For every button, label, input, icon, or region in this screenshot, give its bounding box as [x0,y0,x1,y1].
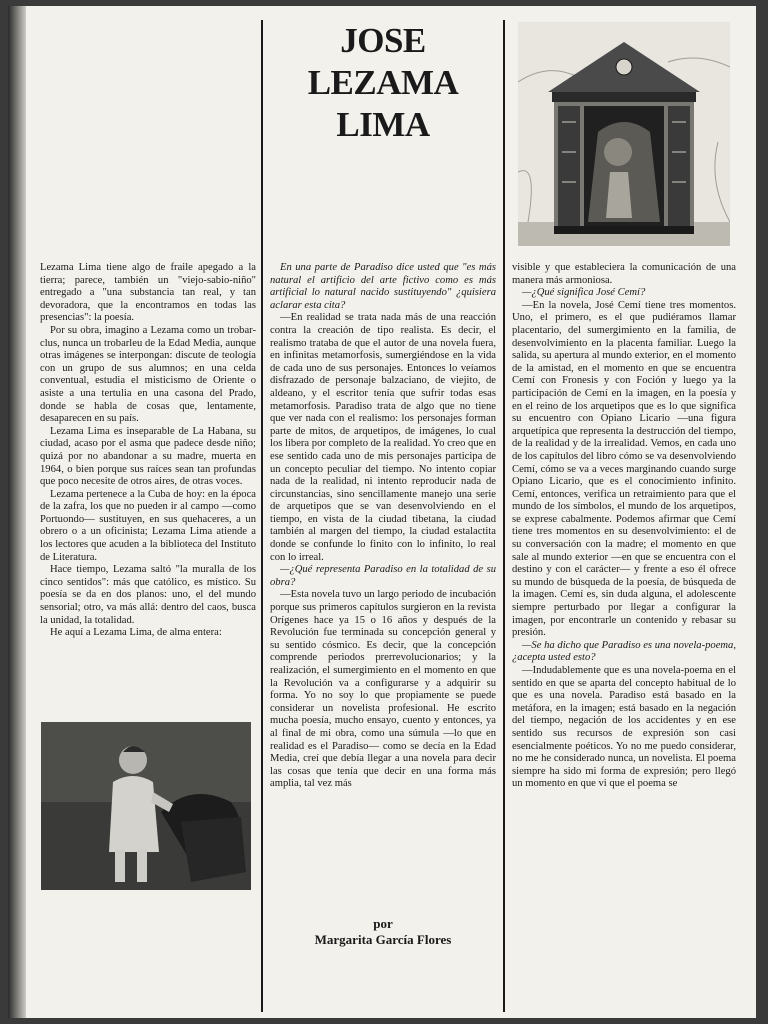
paragraph: visible y que estableciera la comunicación de una manera más armoniosa. [512,262,736,286]
paragraph: Lezama Lima es inseparable de La Habana, su ciudad, acaso por el asma que padece desde niño; quizá por no abandonar a su madre, muerta en 1964, o bien porque sus raíces sean tan profundas que poco necesite de otros aires, de otras voces. [40,425,256,488]
article-title [270,20,496,146]
paragraph: —Indudablemente que es una novela-poema en el sentido en que se aparta del concepto habitual de lo que es una novela. Paradiso está basado en la metáfora, en la imagen; está basado en la negación del tiempo, negación de los accidentes y en ese sentido sus recursos de expresión son casi esencialmente poéticos. Yo no me puedo considerar, no me he considerado nunca, un novelista. El poema siempre ha sido mi forma de expresión; pero llegó un momento en que vi que el poema se [512,665,736,790]
title-line: LIMA [336,105,430,144]
column-three [512,262,736,791]
question: —¿Qué representa Paradiso en la totalidad de su obra? [270,564,496,588]
question: En una parte de Paradiso dice usted que "es más natural el artificio del arte fictivo como es más artificial lo natural nacido sustituyendo" ¿quisiera aclarar esta cita? [270,262,496,311]
column-one [40,262,256,640]
title-line: LEZAMA [307,63,459,102]
byline [270,916,496,948]
question: —¿Qué significa José Cemí? [522,287,646,299]
author-name: Margarita García Flores [314,932,452,947]
child-on-rocking-horse-photo-icon [41,722,251,890]
garden-pavilion-engraving-icon [518,22,730,246]
title-line: JOSE [340,21,426,60]
column-rule-left [261,20,263,1012]
question: —Se ha dicho que Paradiso es una novela-poema, ¿acepta usted esto? [512,639,736,664]
paragraph: —En realidad se trata nada más de una reacción contra la creación de tipo realista. Es decir, el realismo trataba de que el autor de una novela fuera, en infinitas metamorfosis, sumergiéndose en la vida de cada uno de sus personajes. Entonces lo veíamos disfrazado de personaje balzaciano, de viejito, de aldeano, y el escritor tenía que sufrir todas esas metamorfosis. Paradiso trata de algo que no tiene que ver nada con el realismo: los personajes forman parte de mitos, de arquetipos, de imágenes, lo cual los libera por completo de la realidad. Yo creo que en ese sentido cada uno de mis personajes participa de un concepto peculiar del tiempo. No intento copiar nada de la realidad, ni intento reproducir nada de circunstancias, sino sencillamente manejo una serie de arquetipos que se van desenvolviendo en el tiempo, en vista de la ciudad tibetana, la ciudad también al margen del tiempo, la ciudad estalactita donde se confunde lo finito con lo infinito, lo real con lo irreal. [270,312,496,563]
paragraph: —Esta novela tuvo un largo periodo de incubación porque sus primeros capítulos surgieron en la revista Orígenes hace ya 15 o 16 años y después de la Revolución fue terminada su concepción general y su sentido cósmico. Es decir, que la concepción comprende periodos prerrevolucionarios; y la realización, el sumergimiento en el momento en que la Revolución va a configurarse y a adquirir su forma. Yo no soy lo que propiamente se puede considerar un novelista profesional. He escrito mucha poesía, mucho ensayo, cuento y entonces, ya al final de mi obra, como una súmula —lo que en realidad es el Paradiso— como se decía en la Edad Media, creí que debía llegar a una novela para decir las cosas que tenía que decir en una forma más amplia, tal vez más [270,589,496,790]
paragraph: Hace tiempo, Lezama saltó "la muralla de los cinco sentidos": más que católico, es místico. Su poesía se da en dos planos: uno, el del mundo sensorial; otro, va más allá: dentro del caos, busca la unidad, la totalidad. [40,564,256,626]
column-two [270,262,496,791]
page-binding-shadow [8,6,26,1018]
column-rule-right [503,20,505,1012]
paragraph: Lezama Lima tiene algo de fraile apegado a la tierra; parece, también un "viejo-sabio-niño" entregado a "una substancia tan real, y tan devoradora, que la encontramos en todas las presencias": la poesía. [40,262,256,324]
paragraph: —En la novela, José Cemí tiene tres momentos. Uno, el primero, es el que pudiéramos llamar placentario, del sumergimiento en la familia, de desenvolvimiento en la placenta familiar. Luego la salida, su apertura al mundo exterior, en el momento de la amistad, en el momento en que se encuentra Cemí con Fronesis y con Foción y luego ya la participación de Cemí en la imagen, en la poesía y en el reino de los arquetipos que es lo que significa su encuentro con Opiano Licario —una figura arquetípica que representa la destrucción del tiempo, de la realidad y de la irrealidad. Vemos, en cada uno de los capítulos del libro cómo se va desenvolviendo Cemí, cómo se va a veces marginando cuando surge Opiano Licario, que es el conocimiento infinito. Cemí, entonces, verifica un retraimiento para que el mundo de los símbolos, el mundo de los arquetipos, se exprese cabalmente. Podemos afirmar que Cemí tiene tres momentos en su desenvolvimiento: el de su conversación con la madre; el momento en que sale al mundo exterior —en que se encuentra con el destino y con el carácter— y frente a eso él ofrece su mundo de búsqueda de la poesía, de búsqueda de la imagen. Cemí es, sin duda alguna, el adolescente siempre perturbado por llegar a configurar la imagen, por encontrarle un contenido y rebasar su presión. [512,299,736,639]
paragraph: Lezama pertenece a la Cuba de hoy: en la época de la zafra, los que no pueden ir al campo —como Portuondo— sustituyen, en sus quehaceres, a un obrero o a un oficinista; Lezama Lima atiende a los lectores que acuden a la biblioteca del Instituto de Literatura. [40,488,256,563]
paragraph: Por su obra, imagino a Lezama como un trobar-clus, nunca un trobarleu de la Edad Media, aunque otras imágenes se interpongan: discute de teología con un grupo de sus alumnos; en una celda conventual, estudia el misticismo de Oriente o asiste a una tertulia en una casona del Prado, donde se habla de cosas que, lentamente, desaparecen en su país. [40,324,256,425]
byline-prefix: por [373,916,393,931]
paragraph: He aquí a Lezama Lima, de alma entera: [50,627,222,639]
magazine-page [8,6,756,1018]
